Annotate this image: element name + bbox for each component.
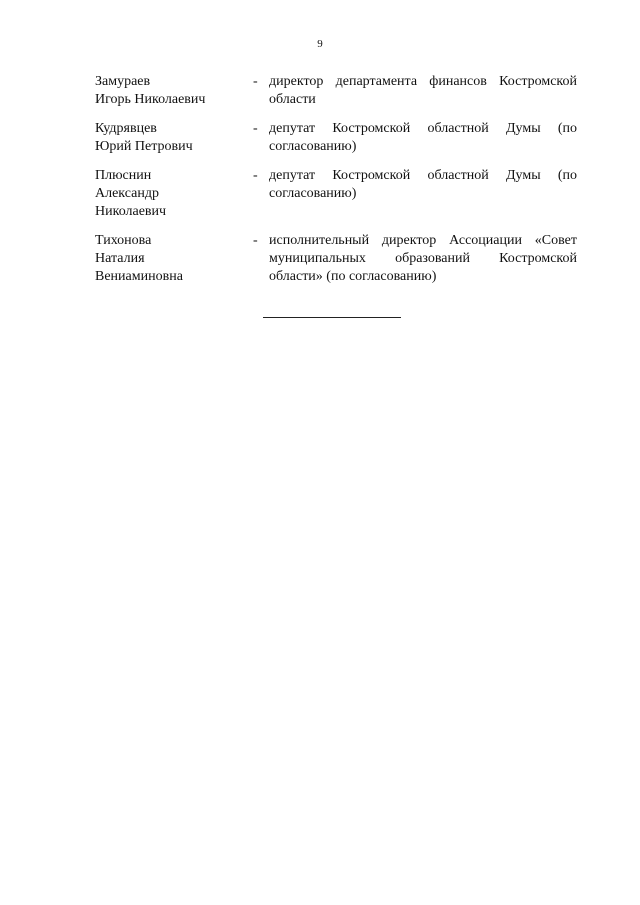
- member-role: директор департамента финансов Костромской области: [269, 74, 577, 107]
- member-surname: Кудрявцев: [95, 121, 157, 136]
- member-given-names: Юрий Петрович: [95, 139, 193, 154]
- member-patronymic: Вениаминовна: [95, 269, 183, 284]
- member-row: [95, 73, 577, 109]
- member-first-name: Александр: [95, 186, 159, 201]
- member-row: [95, 232, 577, 286]
- member-row: [95, 167, 577, 221]
- member-name: [95, 232, 253, 286]
- dash-separator: -: [253, 168, 258, 183]
- member-role: депутат Костромской областной Думы (по согласованию): [269, 168, 577, 201]
- member-given-names: Игорь Николаевич: [95, 92, 206, 107]
- member-surname: Тихонова: [95, 233, 152, 248]
- member-role: исполнительный директор Ассоциации «Совет муниципальных образований Костромской области» (по согласованию): [269, 233, 577, 284]
- member-surname: Плюснин: [95, 168, 152, 183]
- member-row: [95, 120, 577, 156]
- member-patronymic: Николаевич: [95, 204, 167, 219]
- member-role: депутат Костромской областной Думы (по согласованию): [269, 121, 577, 154]
- member-first-name: Наталия: [95, 251, 145, 266]
- page-number: 9: [317, 38, 323, 50]
- member-name: [95, 167, 253, 221]
- dash-separator: -: [253, 74, 258, 89]
- dash-separator: -: [253, 121, 258, 136]
- member-name: [95, 120, 253, 156]
- commission-members-list: [95, 73, 577, 297]
- dash-separator: -: [253, 233, 258, 248]
- closing-divider-line: [263, 317, 401, 318]
- member-name: [95, 73, 253, 109]
- member-surname: Замураев: [95, 74, 151, 89]
